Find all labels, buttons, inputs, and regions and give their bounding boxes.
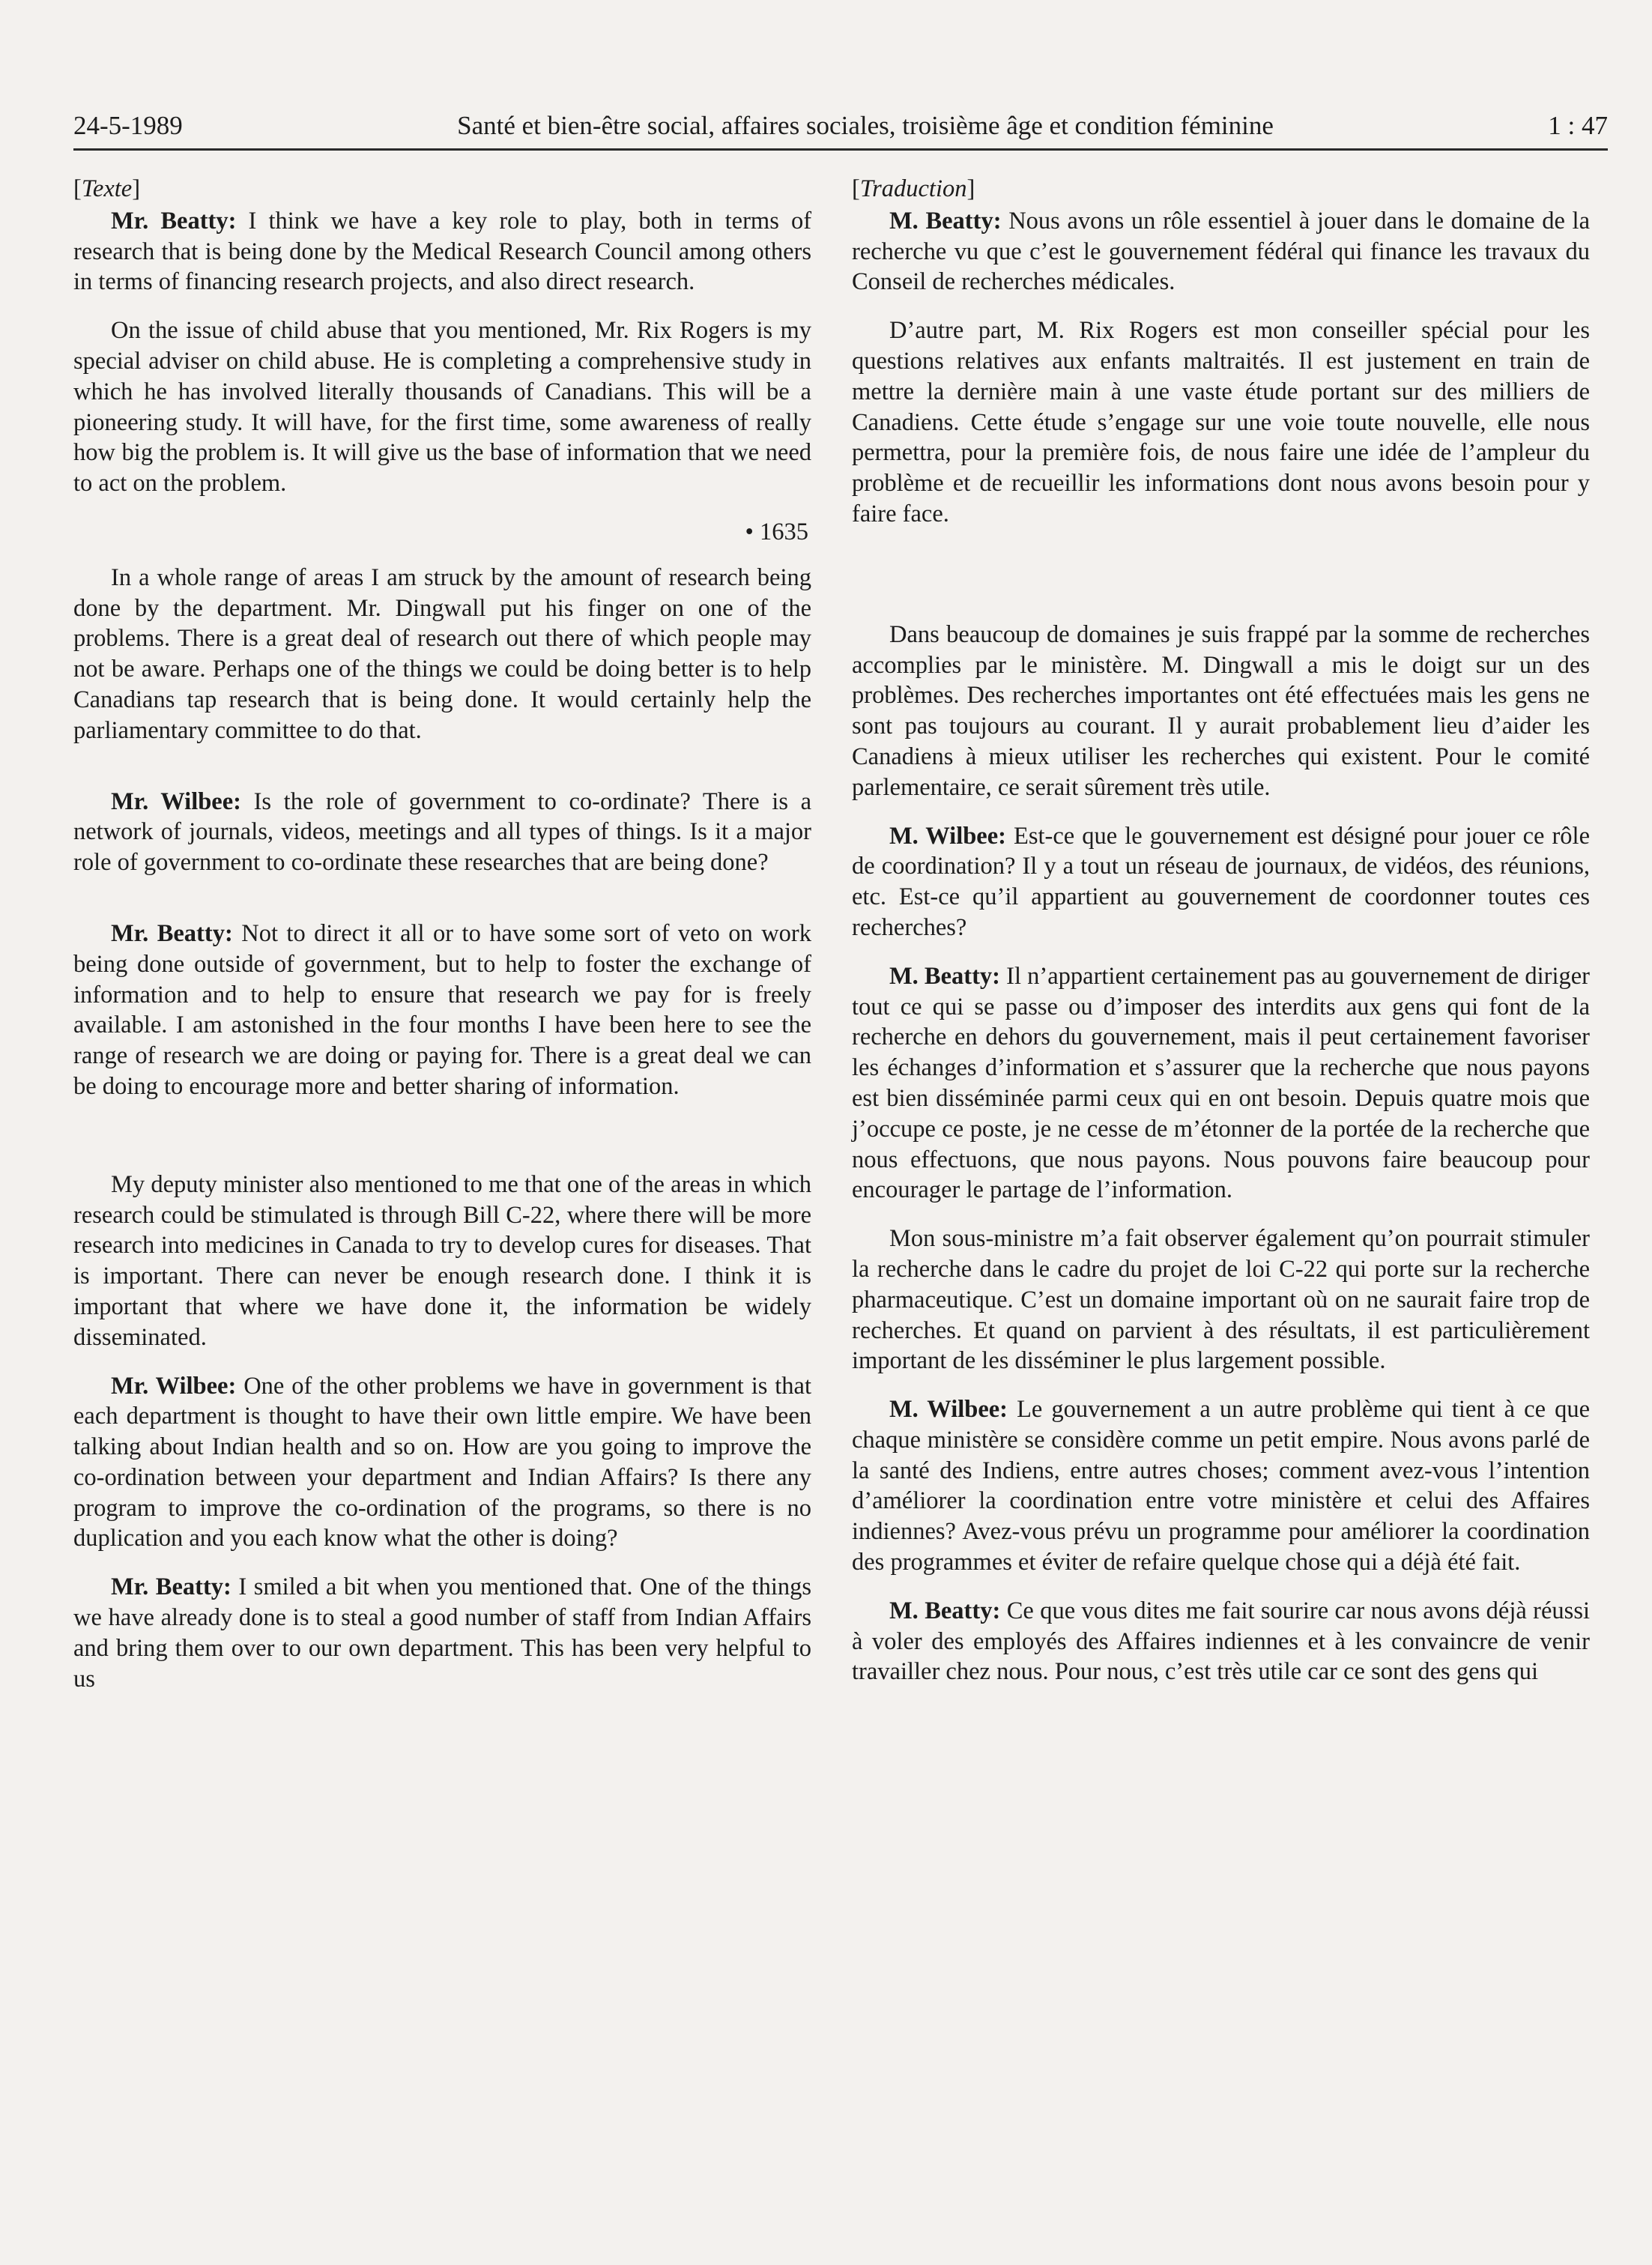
paragraph-text: Nous avons un rôle essentiel à jouer dans le domaine de la recherche vu que c’est le gouvernement fédéral qui finance les travaux du Conseil de recherches médicales. — [852, 207, 1590, 296]
paragraph — [852, 961, 1590, 1206]
paragraph-text: Not to direct it all or to have some sort of veto on work being done outside of government, but to help to foster the exchange of information and to help to ensure that research we pay for is freely available. I am astonished in the four months I have been here to see the range of research we are doing or paying for. There is a great deal we can be doing to encourage more and better sharing of information. — [73, 919, 811, 1100]
paragraph — [73, 919, 811, 1102]
paragraph: Dans beaucoup de domaines je suis frappé par la somme de recherches accomplies par le ministère. M. Dingwall a mis le doigt sur un des problèmes. Des recherches importantes ont été effectuées mais les gens ne sont pas toujours au courant. Il y aurait probablement lieu d’aider les Canadiens à mieux utiliser les recherches qui existent. Pour le comité parlementaire, ce serait sûrement très utile. — [852, 620, 1590, 801]
paragraph — [73, 787, 811, 878]
time-marker: • 1635 — [745, 518, 808, 545]
header-title: Santé et bien-être social, affaires sociales, troisième âge et condition féminine — [457, 111, 1274, 140]
paragraph — [852, 1394, 1590, 1578]
paragraph — [852, 821, 1590, 943]
header-date: 24-5-1989 — [73, 111, 183, 140]
column-label: [Texte] — [73, 175, 141, 202]
paragraph-text: I think we have a key role to play, both in terms of research that is being done by the Medical Research Council among others in terms of financing research projects, and also direct research. — [73, 207, 812, 296]
column-label-text: Texte — [81, 175, 133, 202]
paragraph-text: One of the other problems we have in government is that each department is thought to have their own little empire. We have been talking about Indian health and so on. How are you going to improve the co-ordination between your department and Indian Affairs? Is there any program to improve the co-ordination of the programs, so there is no duplication and you each know what the other is doing? — [73, 1372, 812, 1552]
paragraph-text: Est-ce que le gouvernement est désigné pour jouer ce rôle de coordination? Il y a tout un réseau de journaux, de vidéos, des réunions, etc. Est-ce qu’il appartient au gouvernement de coordonner toutes ces recherches? — [852, 822, 1590, 941]
paragraph-text: Le gouvernement a un autre problème qui tient à ce que chaque ministère se considère comme un petit empire. Nous avons parlé de la santé des Indiens, entre autres choses; comment avez-vous l’intention d’améliorer la coordination entre votre ministère et celui des Affaires indiennes? Avez-vous prévu un programme pour améliorer la coordination des programmes et éviter de refaire quelque chose qui a déjà été fait. — [852, 1396, 1591, 1576]
speaker-name: Mr. Beatty: — [111, 207, 237, 235]
paragraph-text: Is the role of government to co-ordinate? There is a network of journals, videos, meetings and all types of things. Is it a major role of government to co-ordinate these researches that are being done? — [73, 787, 812, 877]
french-column — [852, 174, 1590, 1705]
column-label: [Traduction] — [852, 175, 975, 202]
paragraph: My deputy minister also mentioned to me that one of the areas in which research could be stimulated is through Bill C-22, where there will be more research into medicines in Canada to try to develop cures for diseases. That is important. There can never be enough research done. I think it is important that where we have done it, the information be widely disseminated. — [73, 1170, 811, 1351]
paragraph-text: I smiled a bit when you mentioned that. One of the things we have already done is to steal a good number of staff from Indian Affairs and bring them over to our own department. This has been very helpful to us — [73, 1573, 811, 1693]
paragraph — [73, 1572, 811, 1694]
paragraph: In a whole range of areas I am struck by the amount of research being done by the department. Mr. Dingwall put his finger on one of the problems. There is a great deal of research out there of which people may not be aware. Perhaps one of the things we could be doing better is to help Canadians tap research that is being done. It would certainly help the parliamentary committee to do that. — [73, 563, 811, 744]
speaker-name: Mr. Wilbee: — [111, 1372, 237, 1400]
column-label-text: Traduction — [859, 175, 967, 202]
paragraph — [73, 206, 811, 297]
paragraph-text: Ce que vous dites me fait sourire car nous avons déjà réussi à voler des employés des Affaires indiennes et à les convaincre de venir travailler chez nous. Pour nous, c’est très utile car ce sont des gens qui — [852, 1597, 1591, 1686]
paragraph — [852, 1596, 1590, 1687]
speaker-name: M. Beatty: — [889, 207, 1002, 235]
paragraph — [73, 1371, 811, 1555]
speaker-name: M. Beatty: — [889, 1597, 1001, 1624]
paragraph: Mon sous-ministre m’a fait observer également qu’on pourrait stimuler la recherche dans le cadre du projet de loi C-22 qui porte sur la recherche pharmaceutique. C’est un domaine important où on ne saurait faire trop de recherches. Et quand on parvient à des résultats, il est particulièrement important de les disséminer le plus largement possible. — [852, 1225, 1590, 1375]
speaker-name: M. Wilbee: — [889, 822, 1006, 850]
english-column — [73, 174, 811, 1712]
speaker-name: M. Wilbee: — [889, 1396, 1008, 1424]
header-page-number: 1 : 47 — [1548, 111, 1608, 140]
page-header — [73, 111, 1608, 151]
paragraph: On the issue of child abuse that you mentioned, Mr. Rix Rogers is my special adviser on child abuse. He is completing a comprehensive study in which he has involved literally thousands of Canadians. This will be a pioneering study. It will have, for the first time, some awareness of really how big the problem is. It will give us the base of information that we need to act on the problem. — [73, 317, 811, 498]
speaker-name: Mr. Wilbee: — [111, 787, 241, 815]
speaker-name: Mr. Beatty: — [111, 919, 233, 947]
speaker-name: Mr. Beatty: — [111, 1573, 232, 1601]
paragraph-text: Il n’appartient certainement pas au gouvernement de diriger tout ce qui se passe ou d’imposer des interdits aux gens qui font de la recherche en dehors du gouvernement, mais il peut certainement favoriser les échanges d’information et s’assurer que la recherche que nous payons est bien disséminée parmi ceux qui en ont besoin. Depuis quatre mois que j’occupe ce poste, je ne cesse de m’étonner de la portée de la recherche que nous effectuons, que nous payons. Nous pouvons faire beaucoup pour encourager le partage de l’information. — [852, 962, 1591, 1204]
paragraph: D’autre part, M. Rix Rogers est mon conseiller spécial pour les questions relatives aux enfants maltraités. Il est justement en train de mettre la dernière main à une vaste étude portant sur des milliers de Canadiens. Cette étude s’engage sur une voie toute nouvelle, elle nous permettra, pour la première fois, de nous faire une idée de l’ampleur du problème et de recueillir les informations dont nous avons besoin pour y faire face. — [852, 317, 1590, 527]
speaker-name: M. Beatty: — [889, 962, 1001, 990]
paragraph — [852, 206, 1590, 297]
